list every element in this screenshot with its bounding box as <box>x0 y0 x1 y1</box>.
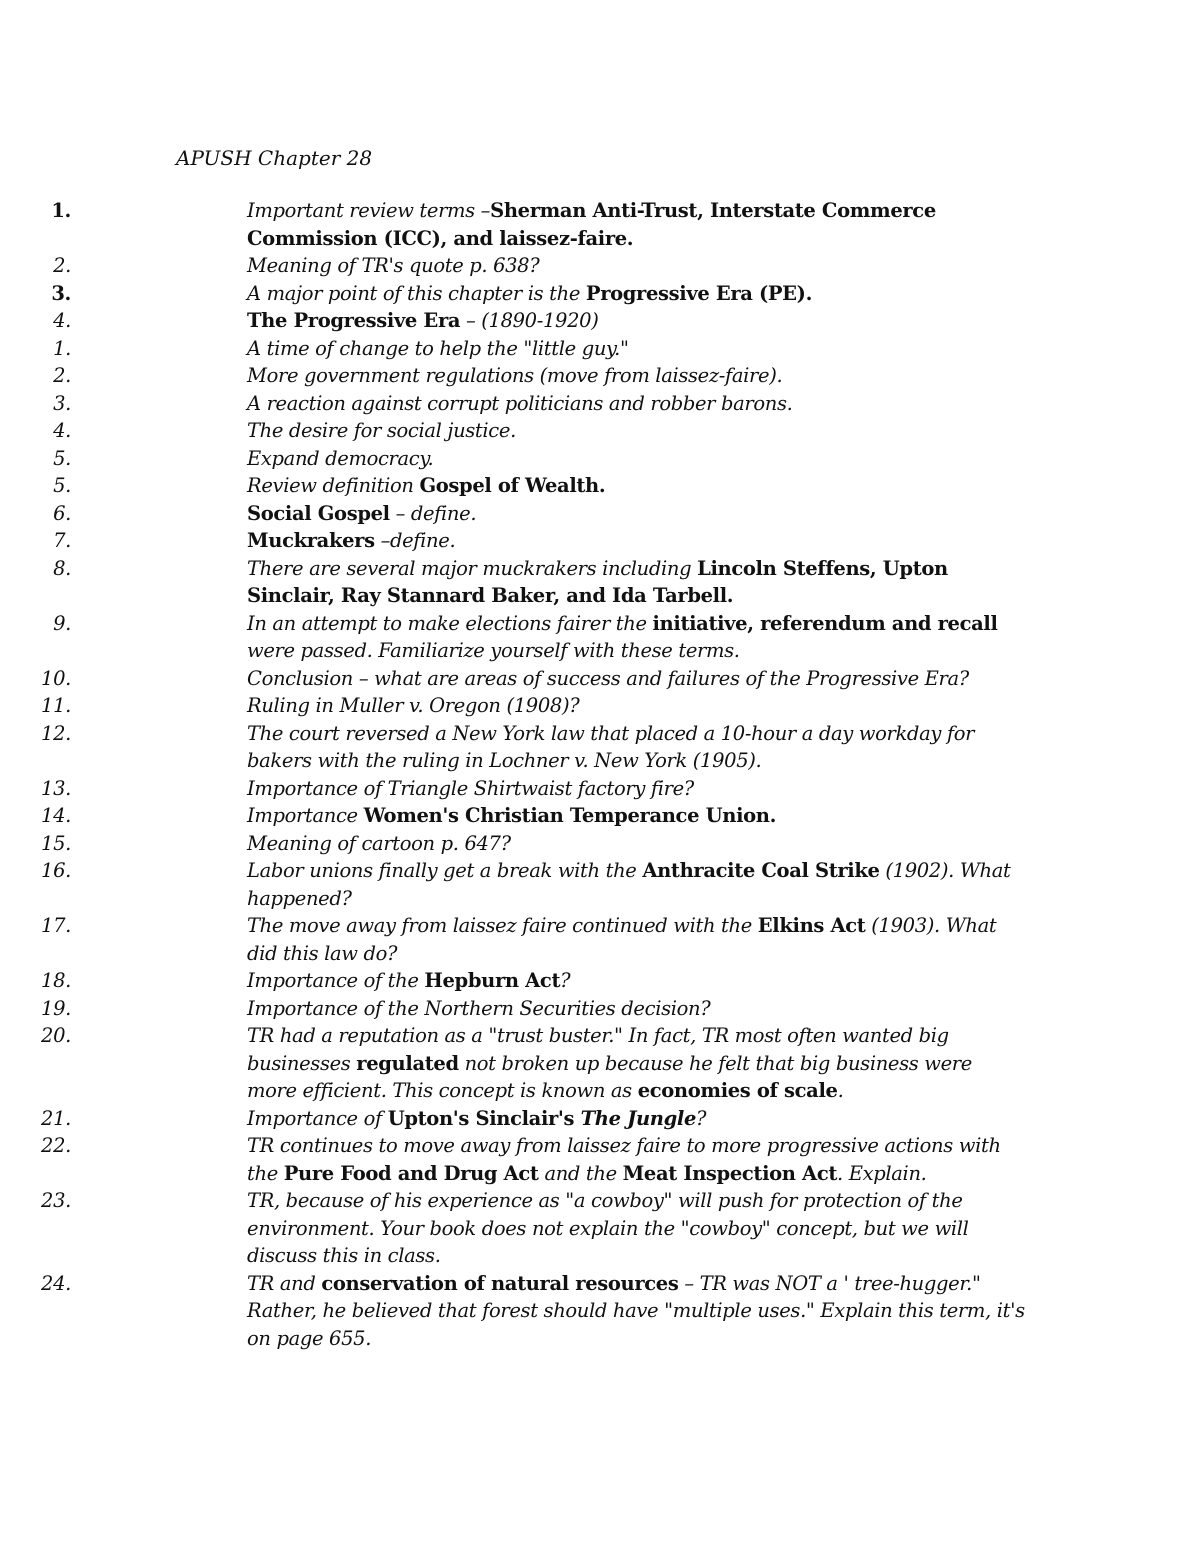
item-text: (1903). What did this law do? <box>247 914 997 965</box>
item-number: 1. <box>53 336 71 360</box>
item-text: The desire for social justice. <box>247 419 516 442</box>
item-text: A time of change to help the "little guy." <box>247 336 629 360</box>
item-text: Importance <box>247 804 364 827</box>
item-number: 16. <box>41 859 71 882</box>
list-item <box>0 390 1027 418</box>
item-number: 17. <box>41 914 71 937</box>
list-item <box>0 335 1027 363</box>
bold-term: Elkins Act <box>757 914 866 937</box>
item-text: – (1890-1920) <box>460 309 599 332</box>
item-number: 2. <box>53 254 71 277</box>
list-item <box>0 912 1027 967</box>
item-text: Important review terms – <box>247 199 491 222</box>
list-item <box>0 1022 1027 1105</box>
item-number: 3. <box>51 281 71 305</box>
bold-term: Women's Christian Temperance Union. <box>363 804 777 827</box>
bold-term: Lincoln Steffens, Upton Sinclair, Ray Stannard Baker, and Ida Tarbell. <box>247 556 948 607</box>
item-text: not broken up because he felt that big business were more efficient. This concept is known as <box>247 1051 972 1102</box>
item-text: were passed. Familiarize yourself with these terms. <box>247 639 740 662</box>
item-text: The move away from laissez faire continued with the <box>247 914 758 937</box>
item-text: Ruling in Muller v. Oregon (1908)? <box>247 694 580 717</box>
list-item <box>0 252 1027 280</box>
item-text: TR and <box>247 1271 322 1295</box>
item-text: – define. <box>389 501 477 525</box>
list-item <box>0 995 1027 1023</box>
item-text: Importance of <box>247 1106 388 1130</box>
item-number: 3. <box>53 391 71 415</box>
list-item <box>0 362 1027 390</box>
item-text: Importance of the <box>247 969 425 992</box>
item-number: 5. <box>53 446 71 470</box>
item-text: –define. <box>374 529 456 552</box>
item-number: 4. <box>53 309 71 332</box>
list-item <box>0 1132 1027 1187</box>
bold-term: Muckrakers <box>247 529 375 552</box>
item-text: Meaning of TR's quote p. 638? <box>247 254 540 277</box>
bold-term: Meat Inspection Act <box>622 1161 838 1185</box>
list-item <box>0 1187 1027 1270</box>
bold-term: economies of scale <box>637 1079 838 1102</box>
bold-term: Sherman Anti-Trust, Interstate Commerce Commission (ICC), and laissez-faire. <box>247 199 936 250</box>
item-text: ? <box>696 1106 707 1130</box>
list-item <box>0 665 1027 693</box>
list-item <box>0 610 1027 665</box>
list-item <box>0 527 1027 555</box>
item-number: 21. <box>41 1106 71 1130</box>
item-text: ? <box>560 969 571 992</box>
bold-term: Hepburn Act <box>424 969 561 992</box>
list-item <box>0 555 1027 610</box>
bold-term: initiative, referendum and recall <box>652 611 998 635</box>
item-number: 18. <box>41 969 71 992</box>
item-number: 10. <box>41 666 71 690</box>
list-item <box>0 1270 1027 1353</box>
bold-term: conservation of natural resources <box>321 1271 679 1295</box>
list-item <box>0 472 1027 500</box>
item-number: 22. <box>41 1134 71 1157</box>
item-number: 4. <box>53 419 71 442</box>
bold-term: Gospel of Wealth. <box>419 474 606 497</box>
item-number: 11. <box>41 694 71 717</box>
item-number: 2. <box>53 364 71 387</box>
list-item <box>0 775 1027 803</box>
list-item <box>0 417 1027 445</box>
bold-term: Upton's Sinclair's <box>387 1106 581 1130</box>
item-text: Review definition <box>247 474 420 497</box>
item-number: 13. <box>41 776 71 800</box>
list-item <box>0 445 1027 473</box>
list-item <box>0 500 1027 528</box>
item-number: 15. <box>41 831 71 855</box>
list-item <box>0 197 1027 252</box>
list-item <box>0 280 1027 308</box>
item-number: 5. <box>53 474 71 497</box>
item-number: 12. <box>41 721 71 745</box>
item-number: 1. <box>51 199 71 222</box>
item-number: 24. <box>41 1271 71 1295</box>
item-text: In an attempt to make elections fairer the <box>247 611 653 635</box>
item-text: and the <box>538 1161 623 1185</box>
list-item <box>0 857 1027 912</box>
item-text: Meaning of cartoon p. 647? <box>247 831 511 855</box>
item-text: . <box>837 1079 844 1102</box>
list-item <box>0 720 1027 775</box>
item-text: There are several major muckrakers including <box>247 556 698 580</box>
item-text: Labor unions finally get a break with the <box>247 859 643 882</box>
item-number: 8. <box>53 556 71 580</box>
item-text: TR, because of his experience as "a cowboy" will push for protection of the environment. Your book does not explain the "cowboy" concept, but we will discuss this in class. <box>247 1189 969 1267</box>
item-text: Conclusion – what are areas of success and failures of the Progressive Era? <box>247 666 969 690</box>
list-item <box>0 967 1027 995</box>
bold-term: regulated <box>356 1051 459 1075</box>
bold-term: Anthracite Coal Strike <box>642 859 880 882</box>
question-list <box>0 197 1200 1352</box>
item-number: 7. <box>53 529 71 552</box>
item-number: 9. <box>53 611 71 635</box>
bold-term: Progressive Era (PE). <box>585 281 813 305</box>
item-text: TR continues to move away from laissez faire to more progressive actions with the <box>247 1134 1001 1185</box>
item-text: TR had a reputation as a "trust buster." In fact, TR most often wanted big businesses <box>247 1024 949 1075</box>
item-text: Importance of the Northern Securities decision? <box>247 996 711 1020</box>
item-number: 19. <box>41 996 71 1020</box>
list-item <box>0 802 1027 830</box>
item-text: More government regulations (move from laissez-faire). <box>247 364 783 387</box>
item-text: The court reversed a New York law that placed a 10-hour a day workday for bakers with the ruling in Lochner v. New York (1905). <box>247 721 975 772</box>
item-number: 23. <box>41 1189 71 1212</box>
item-text: – TR was NOT a ' tree-hugger." Rather, he believed that forest should have "multiple uses." Explain this term, it's on page 655. <box>247 1271 1025 1350</box>
item-text: . Explain. <box>837 1161 927 1185</box>
bold-term: Pure Food and Drug Act <box>283 1161 539 1185</box>
list-item <box>0 692 1027 720</box>
item-text: Importance of Triangle Shirtwaist factory fire? <box>247 776 694 800</box>
list-item <box>0 830 1027 858</box>
item-number: 14. <box>41 804 71 827</box>
item-number: 6. <box>53 501 71 525</box>
bold-term: Social Gospel <box>247 501 390 525</box>
book-title: The Jungle <box>580 1106 697 1130</box>
document-title: APUSH Chapter 28 <box>176 146 373 170</box>
item-text: (1902). What happened? <box>247 859 1011 910</box>
list-item <box>0 307 1027 335</box>
item-text: A major point of this chapter is the <box>247 281 586 305</box>
item-text: Expand democracy. <box>247 446 434 470</box>
list-item <box>0 1105 1027 1133</box>
bold-term: The Progressive Era <box>247 309 461 332</box>
item-number: 20. <box>41 1024 71 1047</box>
item-text: A reaction against corrupt politicians and robber barons. <box>247 391 793 415</box>
